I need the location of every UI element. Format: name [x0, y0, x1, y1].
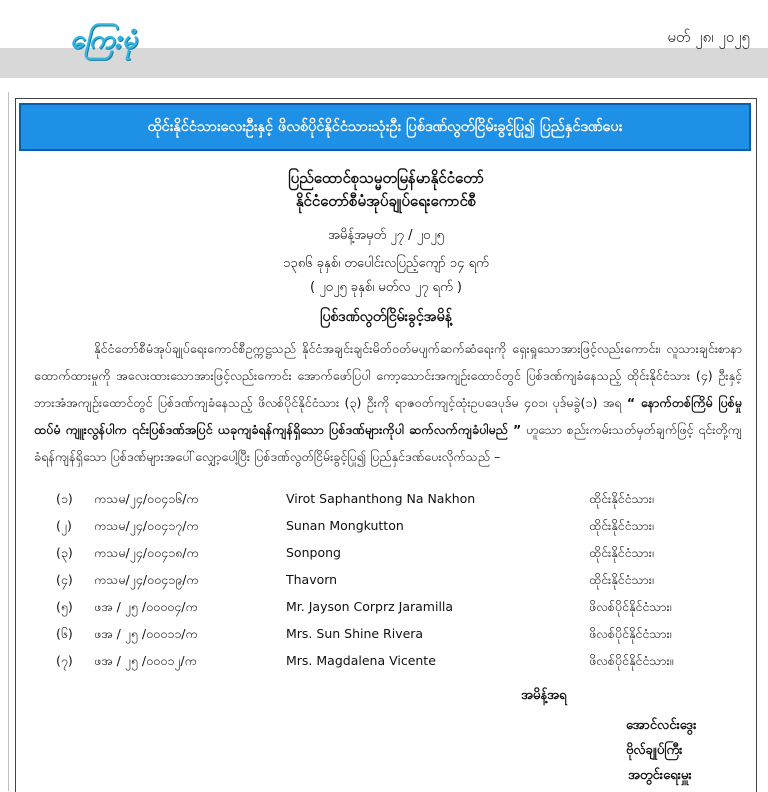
prisoner-row — [34, 620, 754, 647]
headline-banner: ထိုင်းနိုင်ငံသားလေးဦးနှင့် ဖိလစ်ပိုင်နိုင်ငံသားသုံးဦး ပြစ်ဒဏ်လွတ်ငြိမ်းခွင့်ပြု၍ ပြည်နှင်ဒဏ်ပေး — [19, 103, 751, 151]
signatory-rank: ဗိုလ်ချုပ်ကြီး — [626, 743, 683, 758]
date-myanmar: ၁၃၈၆ ခုနှစ်၊ တပေါင်းလပြည့်ကျော် ၁၄ ရက် — [283, 256, 489, 271]
prisoner-list — [34, 485, 754, 674]
gov-line-1: ပြည်ထောင်စုသမ္မတမြန်မာနိုင်ငံတော် — [288, 169, 484, 187]
row-index: (၂) — [56, 518, 72, 533]
prisoner-code: ကသမ/၂၄/၀၀၄၁၆/က — [94, 491, 199, 506]
prisoner-name: Mr. Jayson Corprz Jaramilla — [286, 599, 454, 614]
row-index: (၅) — [56, 599, 73, 614]
prisoner-code: ဖအ / ၂၅ /၀၀၀၀၄/က — [94, 599, 198, 614]
prisoner-code: ကသမ/၂၄/၀၀၄၁၉/က — [94, 572, 199, 587]
prisoner-code: ကသမ/၂၄/၀၀၄၁၈/က — [94, 545, 199, 560]
row-index: (၁) — [56, 491, 73, 506]
prisoner-nationality: ဖိလစ်ပိုင်နိုင်ငံသား၊ — [589, 599, 672, 614]
body-part-1: နိုင်ငံတော်စီမံအုပ်ချုပ်ရေးကောင်စီဥက္ကဋ္ဌသည် နိုင်ငံအချင်းချင်းမိတ်ဝတ်မပျက်ဆက်ဆံရေးကို ရှေးရှုသောအားဖြင့်လည်းကောင်း၊ လူသားချင်းစာနာထောက်ထားမှုကို အလေးထားသောအားဖြင့်လည်းကောင်း အောက်ဖော်ပြပါ ကော့သောင်းအကျဉ်းထောင်တွင် ပြစ်ဒဏ်ကျခံနေသည့် ထိုင်းနိုင်ငံသား (၄) ဦးနှင့် ဘားအံအကျဉ်းထောင်တွင် ပြစ်ဒဏ်ကျခံနေသည့် ဖိလစ်ပိုင်နိုင်ငံသား (၃) ဦးကို ရာဇဝတ်ကျင့်ထုံးဥပဒေပုဒ်မ ၄၀၁၊ ပုဒ်မခွဲ(၁) အရ — [34, 341, 742, 410]
prisoner-code: ကသမ/၂၄/၀၀၄၁၇/က — [94, 518, 199, 533]
prisoner-nationality: ဖိလစ်ပိုင်နိုင်ငံသား။ — [589, 653, 674, 668]
prisoner-name: Thavorn — [286, 572, 338, 587]
row-index: (၇) — [56, 653, 73, 668]
row-index: (၄) — [56, 572, 73, 587]
issuing-authority — [16, 167, 756, 213]
prisoner-name: Sunan Mongkutton — [286, 518, 404, 533]
signature-by-order: အမိန့်အရ — [521, 688, 567, 703]
order-title: ပြစ်ဒဏ်လွတ်ငြိမ်းခွင့်အမိန့် — [320, 309, 452, 325]
body-condition: “ နောက်တစ်ကြိမ် ပြစ်မှုထပ်မံ ကျူးလွန်ပါက ၎င်းပြစ်ဒဏ်အပြင် ယခုကျခံရန်ကျန်ရှိသော ပြစ်ဒဏ်များကိုပါ ဆက်လက်ကျခံပါမည် ” — [34, 395, 742, 437]
signatory-name: အောင်လင်းဒွေး — [626, 718, 697, 733]
masthead — [0, 0, 768, 78]
column-rule — [8, 92, 9, 791]
prisoner-nationality: ထိုင်းနိုင်ငံသား၊ — [589, 545, 654, 560]
prisoner-row — [34, 593, 754, 620]
order-number: အမိန့်အမှတ် ၂၇ / ၂၀၂၅ — [328, 228, 444, 243]
body-part-2: ဟူသော စည်းကမ်းသတ်မှတ်ချက်ဖြင့် ၎င်းတို့ကျခံရန်ကျန်ရှိသော ပြစ်ဒဏ်များအပေါ်လျှော့ပေါ့ပြီး ပြစ်ဒဏ်လွတ်ငြိမ်းခွင့်ပြု၍ ပြည်နှင်ဒဏ်ပေးလိုက်သည် – — [34, 422, 742, 464]
row-index: (၆) — [56, 626, 73, 641]
prisoner-row — [34, 647, 754, 674]
prisoner-row — [34, 539, 754, 566]
prisoner-name: Virot Saphanthong Na Nakhon — [286, 491, 476, 506]
prisoner-nationality: ထိုင်းနိုင်ငံသား၊ — [589, 491, 654, 506]
notice-box — [15, 98, 757, 792]
order-body — [34, 335, 742, 470]
newspaper-logo: ကြေးမုံ — [70, 25, 138, 55]
prisoner-name: Mrs. Magdalena Vicente — [286, 653, 436, 668]
prisoner-row — [34, 485, 754, 512]
prisoner-name: Mrs. Sun Shine Rivera — [286, 626, 424, 641]
issue-date: မတ် ၂၈၊ ၂၀၂၅ — [667, 28, 750, 46]
prisoner-name: Sonpong — [286, 545, 341, 560]
prisoner-row — [34, 512, 754, 539]
gov-line-2: နိုင်ငံတော်စီမံအုပ်ချုပ်ရေးကောင်စီ — [295, 192, 477, 210]
prisoner-row — [34, 566, 754, 593]
signatory-title: အတွင်းရေးမှူး — [628, 768, 692, 783]
prisoner-nationality: ထိုင်းနိုင်ငံသား၊ — [589, 518, 654, 533]
date-gregorian: ( ၂၀၂၅ ခုနှစ်၊ မတ်လ ၂၇ ရက် ) — [310, 280, 462, 295]
prisoner-code: ဖအ / ၂၅ /၀၀၀၁၂/က — [94, 653, 197, 668]
prisoner-code: ဖအ / ၂၅ /၀၀၀၁၁/က — [94, 626, 198, 641]
row-index: (၃) — [56, 545, 73, 560]
prisoner-nationality: ထိုင်းနိုင်ငံသား၊ — [589, 572, 654, 587]
prisoner-nationality: ဖိလစ်ပိုင်နိုင်ငံသား၊ — [589, 626, 672, 641]
